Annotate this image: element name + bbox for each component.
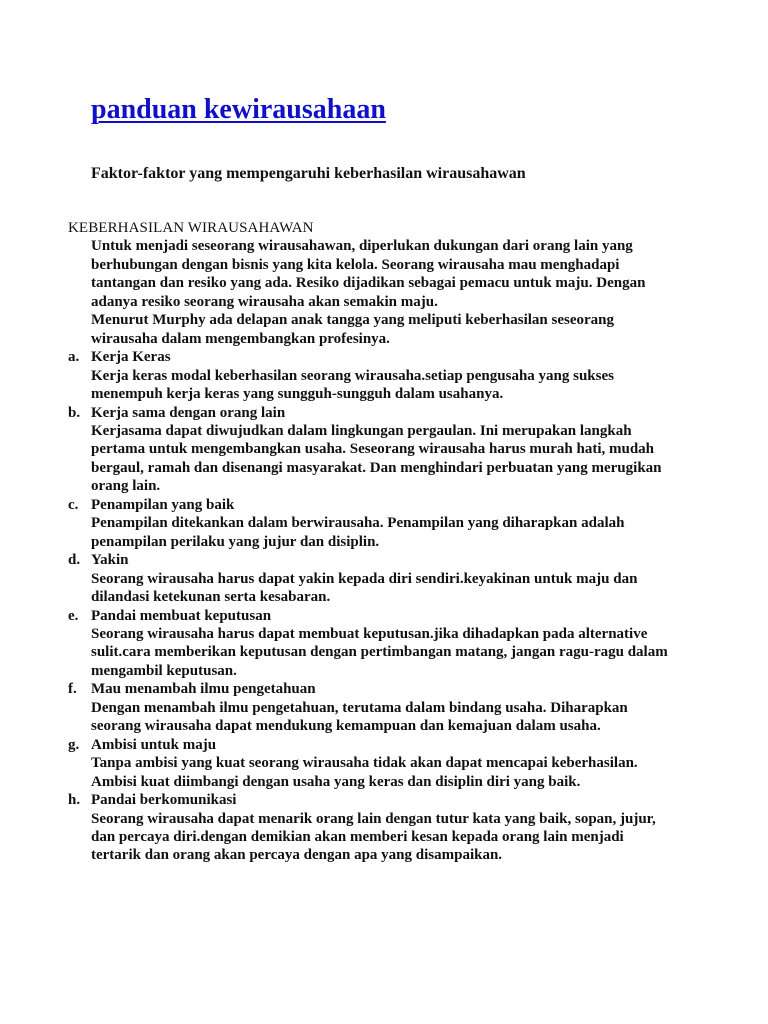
list-item-text-line: menempuh kerja keras yang sungguh-sungguh dalam usahanya. — [91, 386, 504, 403]
list-item-text-line: tertarik dan orang akan percaya dengan apa yang disampaikan. — [91, 847, 503, 864]
list-item — [68, 791, 748, 865]
intro-paragraph — [68, 237, 748, 348]
section-heading: KEBERHASILAN WIRAUSAHAWAN — [68, 220, 314, 236]
list-item-label: b. — [68, 404, 81, 421]
list-item-text-line: pertama untuk mengembangkan usaha. Seseorang wirausaha harus murah hati, mudah — [91, 441, 655, 458]
list-item-header — [68, 680, 748, 698]
list-item-text-line: bergaul, ramah dan disenangi masyarakat. Dan menghindari perbuatan yang merugikan — [91, 459, 662, 476]
intro-line: wirausaha dalam mengembangkan profesinya. — [91, 330, 390, 347]
list-item-text-line: mengambil keputusan. — [91, 662, 237, 679]
list-item-text-line: dan percaya diri.dengan demikian akan memberi kesan kepada orang lain menjadi — [91, 828, 624, 845]
list-item-label: a. — [68, 349, 80, 366]
list-item — [68, 607, 748, 681]
list-item-text-line: Penampilan ditekankan dalam berwirausaha. Penampilan yang diharapkan adalah — [91, 515, 625, 532]
intro-line: Menurut Murphy ada delapan anak tangga yang meliputi keberhasilan seseorang — [91, 312, 614, 329]
list-item — [68, 551, 748, 606]
list-item — [68, 680, 748, 735]
intro-line: adanya resiko seorang wirausaha akan semakin maju. — [91, 293, 438, 310]
list-item-title: Mau menambah ilmu pengetahuan — [91, 681, 316, 698]
list-item-text-line: Tanpa ambisi yang kuat seorang wirausaha tidak akan dapat mencapai keberhasilan. — [91, 755, 638, 772]
list-item — [68, 496, 748, 551]
intro-line: berhubungan dengan bisnis yang kita kelola. Seorang wirausaha mau menghadapi — [91, 256, 620, 273]
list-item — [68, 348, 748, 403]
list-item-label: e. — [68, 607, 79, 624]
list-item-title: Yakin — [91, 552, 129, 569]
list-item-text-line: orang lain. — [91, 478, 161, 495]
list-item-text-line: Kerjasama dapat diwujudkan dalam lingkungan pergaulan. Ini merupakan langkah — [91, 422, 632, 439]
list-item-label: f. — [68, 681, 77, 698]
list-item-text-line: Seorang wirausaha harus dapat membuat keputusan.jika dihadapkan pada alternative — [91, 625, 648, 642]
list-item-header — [68, 496, 748, 514]
list-item-title: Ambisi untuk maju — [91, 736, 217, 753]
list-item-header — [68, 348, 748, 366]
document-body — [68, 219, 748, 865]
list-item-text-line: Ambisi kuat diimbangi dengan usaha yang keras dan disiplin diri yang baik. — [91, 773, 581, 790]
intro-line: tantangan dan resiko yang ada. Resiko dijadikan sebagai pemacu untuk maju. Dengan — [91, 275, 646, 292]
list-item-label: h. — [68, 792, 81, 809]
list-item-text-line: Kerja keras modal keberhasilan seorang wirausaha.setiap pengusaha yang sukses — [91, 367, 614, 384]
list-item-label: c. — [68, 496, 79, 513]
list-item-title: Kerja sama dengan orang lain — [91, 404, 286, 421]
list-item-label: g. — [68, 736, 80, 753]
document-subtitle: Faktor-faktor yang mempengaruhi keberhasilan wirausahawan — [91, 165, 526, 182]
list-item-text-line: Seorang wirausaha harus dapat yakin kepada diri sendiri.keyakinan untuk maju dan — [91, 570, 638, 587]
list-item-header — [68, 736, 748, 754]
list-item-text-line: seorang wirausaha dapat mendukung kemampuan dan kemajuan dalam usaha. — [91, 718, 601, 735]
list-item-title: Penampilan yang baik — [91, 496, 235, 513]
list-item-title: Pandai membuat keputusan — [91, 607, 272, 624]
list-item-header — [68, 607, 748, 625]
list-item-text-line: Dengan menambah ilmu pengetahuan, terutama dalam bindang usaha. Diharapkan — [91, 699, 628, 716]
list-item — [68, 404, 748, 496]
list-item-text-line: Seorang wirausaha dapat menarik orang lain dengan tutur kata yang baik, sopan, jujur, — [91, 810, 656, 827]
list-item-text-line: penampilan perilaku yang jujur dan disiplin. — [91, 533, 380, 550]
list-item-title: Pandai berkomunikasi — [91, 792, 237, 809]
list-item-text-line: dilandasi ketekunan serta kesabaran. — [91, 589, 331, 606]
list-item — [68, 736, 748, 791]
list-item-header — [68, 404, 748, 422]
list-item-label: d. — [68, 552, 81, 569]
factor-list — [68, 348, 748, 865]
list-item-header — [68, 551, 748, 569]
document-title-link[interactable]: panduan kewirausahaan — [91, 94, 386, 125]
list-item-title: Kerja Keras — [91, 349, 171, 366]
list-item-text-line: sulit.cara memberikan keputusan dengan pertimbangan matang, jangan ragu-ragu dalam — [91, 644, 668, 661]
list-item-header — [68, 791, 748, 809]
intro-line: Untuk menjadi seseorang wirausahawan, diperlukan dukungan dari orang lain yang — [91, 238, 633, 255]
